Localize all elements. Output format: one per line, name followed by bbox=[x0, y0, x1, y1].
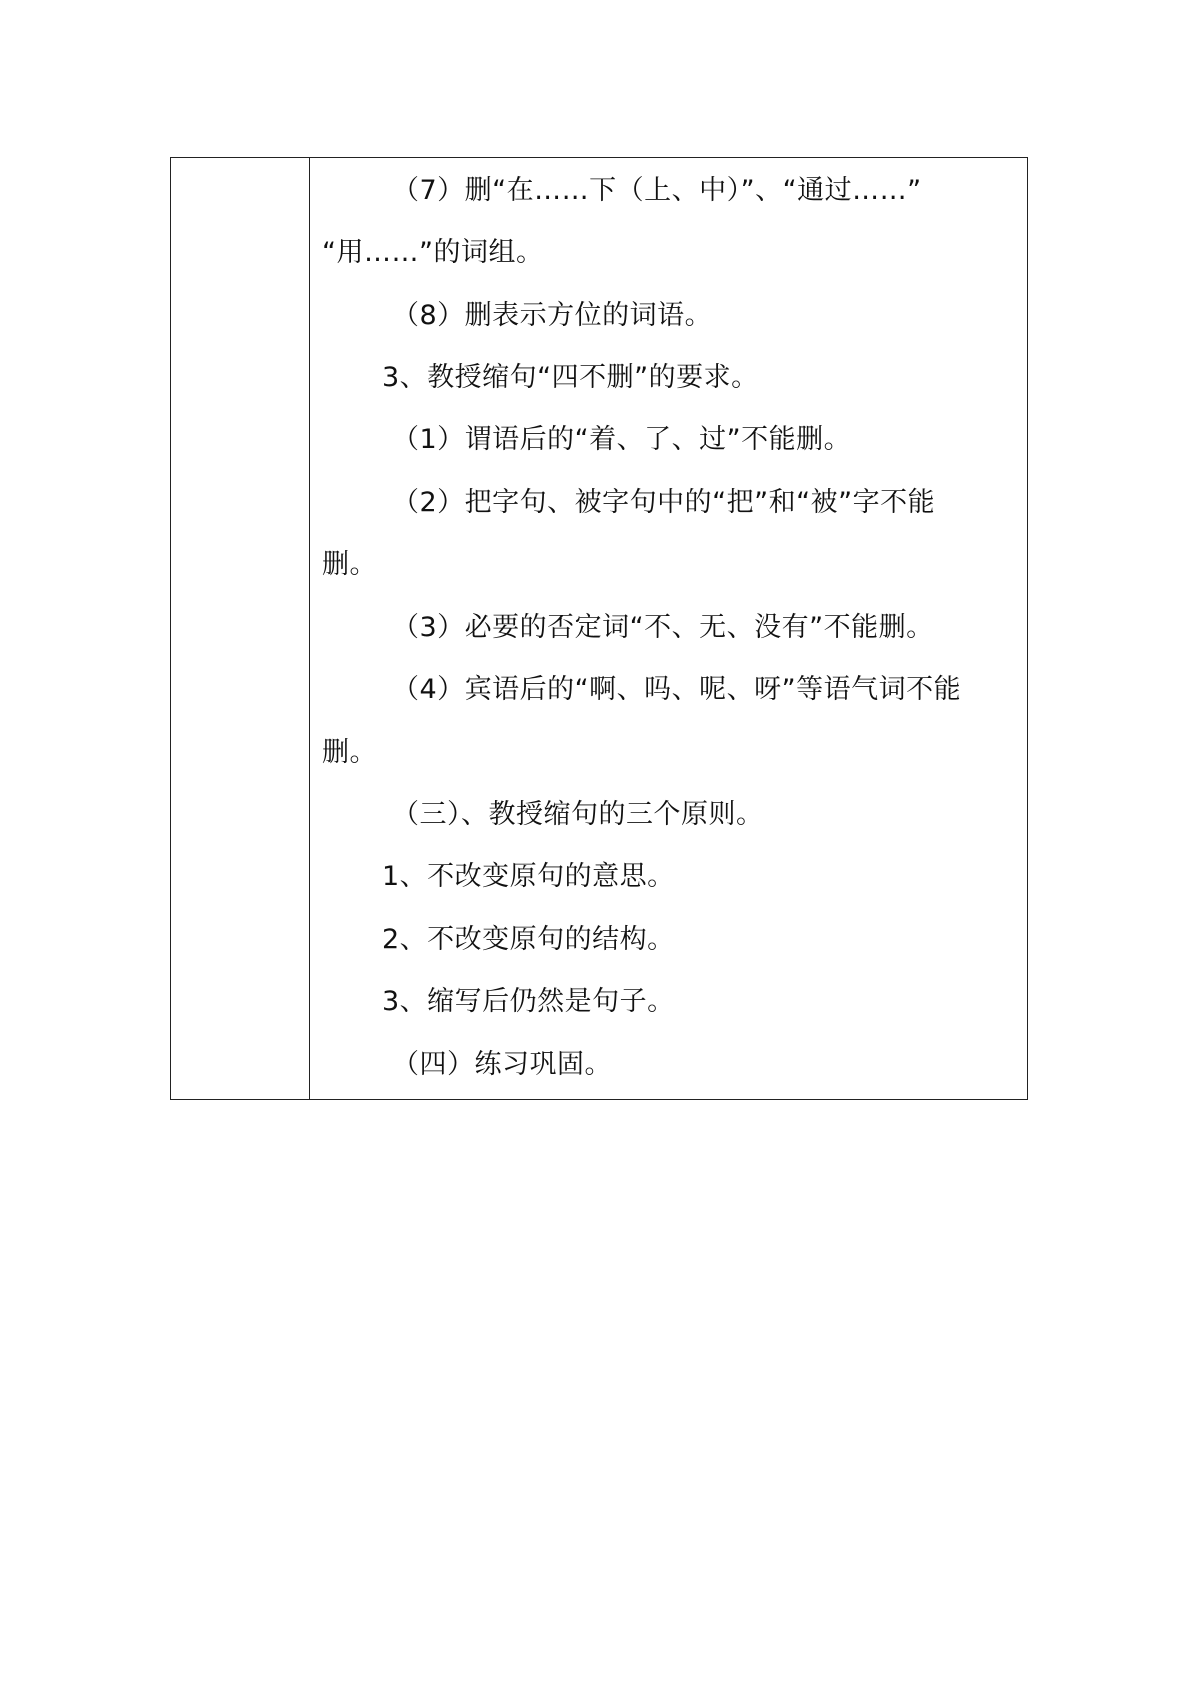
text-rule-4-cont: 删。 bbox=[322, 737, 377, 768]
table-right-cell bbox=[310, 158, 1027, 1099]
text-rule-4: （4）宾语后的“啊、吗、呢、呀”等语气词不能 bbox=[392, 674, 962, 705]
lesson-table bbox=[170, 157, 1028, 1100]
text-principle-2: 2、不改变原句的结构。 bbox=[382, 924, 675, 955]
text-section-three: （三）、教授缩句的三个原则。 bbox=[392, 799, 764, 830]
text-line-7: （7）删“在……下（上、中）”、“通过……” bbox=[392, 175, 922, 206]
text-line-7-cont: “用……”的词组。 bbox=[322, 237, 544, 268]
text-rule-1: （1）谓语后的“着、了、过”不能删。 bbox=[392, 424, 852, 455]
text-rule-2-cont: 删。 bbox=[322, 549, 377, 580]
text-rule-2: （2）把字句、被字句中的“把”和“被”字不能 bbox=[392, 487, 936, 518]
table-left-cell bbox=[171, 158, 310, 1099]
text-line-8: （8）删表示方位的词语。 bbox=[392, 300, 713, 331]
text-principle-1: 1、不改变原句的意思。 bbox=[382, 861, 675, 892]
text-rule-3: （3）必要的否定词“不、无、没有”不能删。 bbox=[392, 612, 934, 643]
text-principle-3: 3、缩写后仍然是句子。 bbox=[382, 986, 675, 1017]
text-heading-four-no-delete: 3、教授缩句“四不删”的要求。 bbox=[382, 362, 759, 393]
text-section-four: （四）练习巩固。 bbox=[392, 1049, 612, 1080]
